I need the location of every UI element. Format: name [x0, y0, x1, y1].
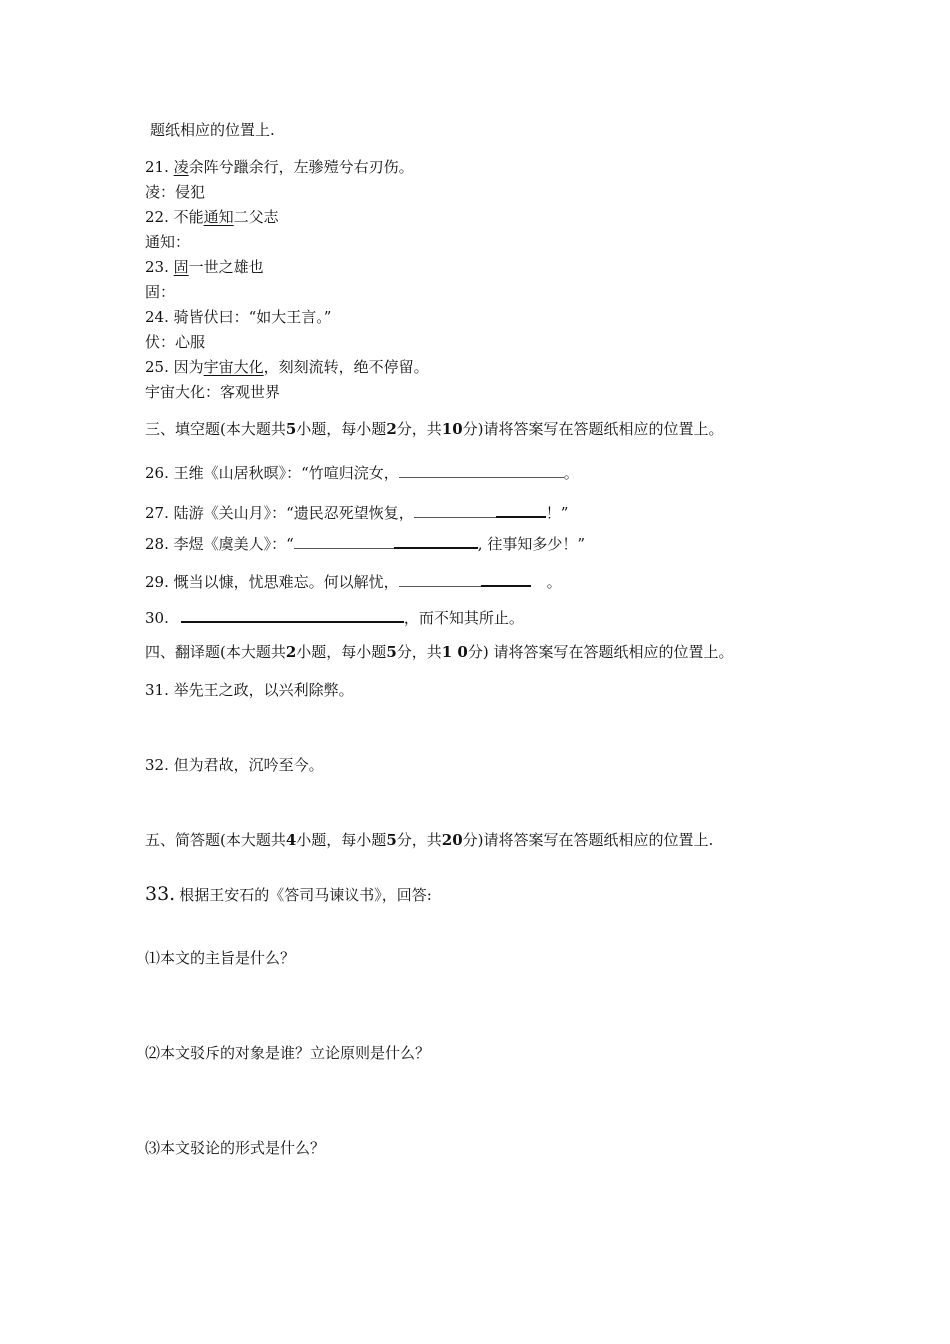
sub-question-3: ⑶本文驳论的形式是什么？	[145, 1139, 326, 1157]
question-21: 21. 凌余阵兮躐余行，左骖殪兮右刃伤。	[145, 158, 414, 176]
translate-question-32: 32. 但为君故，沉吟至今。	[145, 756, 324, 774]
answer-22: 通知：	[145, 233, 191, 251]
target-word: 通知	[203, 208, 234, 226]
fill-question-30: 30. ，而不知其所止。	[145, 605, 524, 628]
question-22: 22. 不能通知二父志	[145, 208, 279, 226]
fill-question-28: 28. 李煜《虞美人》：“ , 往事知多少！”	[145, 531, 585, 554]
answer-24: 伏：心服	[145, 333, 206, 351]
sub-question-1: ⑴本文的主旨是什么？	[145, 949, 296, 967]
answer-23: 固：	[145, 283, 176, 301]
fill-question-26: 26. 王维《山居秋暝》：“竹喧归浣女， 。	[145, 461, 579, 483]
section-5-heading: 五、简答题(本大题共4小题，每小题5分，共20分)请将答案写在答题纸相应的位置上.	[145, 831, 714, 849]
target-word: 凌	[173, 158, 189, 176]
answer-blank[interactable]	[399, 461, 564, 478]
answer-blank-bold[interactable]	[481, 569, 531, 587]
section-3-heading: 三、填空题(本大题共5小题，每小题2分，共10分)请将答案写在答题纸相应的位置上。	[145, 420, 724, 438]
fill-question-29: 29. 慨当以慷，忧思难忘。何以解忧， 。	[145, 569, 562, 592]
page-continuation: 题纸相应的位置上.	[150, 121, 275, 139]
answer-blank[interactable]	[399, 570, 481, 587]
target-word: 固	[173, 258, 189, 276]
fill-question-27: 27. 陆游《关山月》：“遗民忍死望恢复， ！”	[145, 500, 568, 523]
answer-blank-bold[interactable]	[394, 531, 478, 549]
answer-blank[interactable]	[294, 532, 394, 549]
target-word: 宇宙大化	[203, 358, 264, 376]
sub-question-2: ⑵本文驳斥的对象是谁？立论原则是什么？	[145, 1044, 431, 1062]
answer-21: 凌：侵犯	[145, 183, 206, 201]
answer-blank-bold[interactable]	[496, 500, 546, 518]
answer-blank[interactable]	[414, 501, 496, 518]
question-24: 24. 骑皆伏曰：“如大王言。”	[145, 308, 332, 326]
answer-blank-bold[interactable]	[181, 605, 404, 623]
question-23: 23. 固一世之雄也	[145, 258, 264, 276]
translate-question-31: 31. 举先王之政，以兴利除弊。	[145, 681, 354, 699]
answer-25: 宇宙大化：客观世界	[145, 383, 281, 401]
question-33: 33. 根据王安石的《答司马谏议书》，回答:	[145, 883, 432, 905]
question-25: 25. 因为宇宙大化，刻刻流转，绝不停留。	[145, 358, 429, 376]
section-4-heading: 四、翻译题(本大题共2小题，每小题5分，共1 0分) 请将答案写在答题纸相应的位置上。	[145, 643, 734, 661]
question-number: 33.	[145, 883, 176, 905]
